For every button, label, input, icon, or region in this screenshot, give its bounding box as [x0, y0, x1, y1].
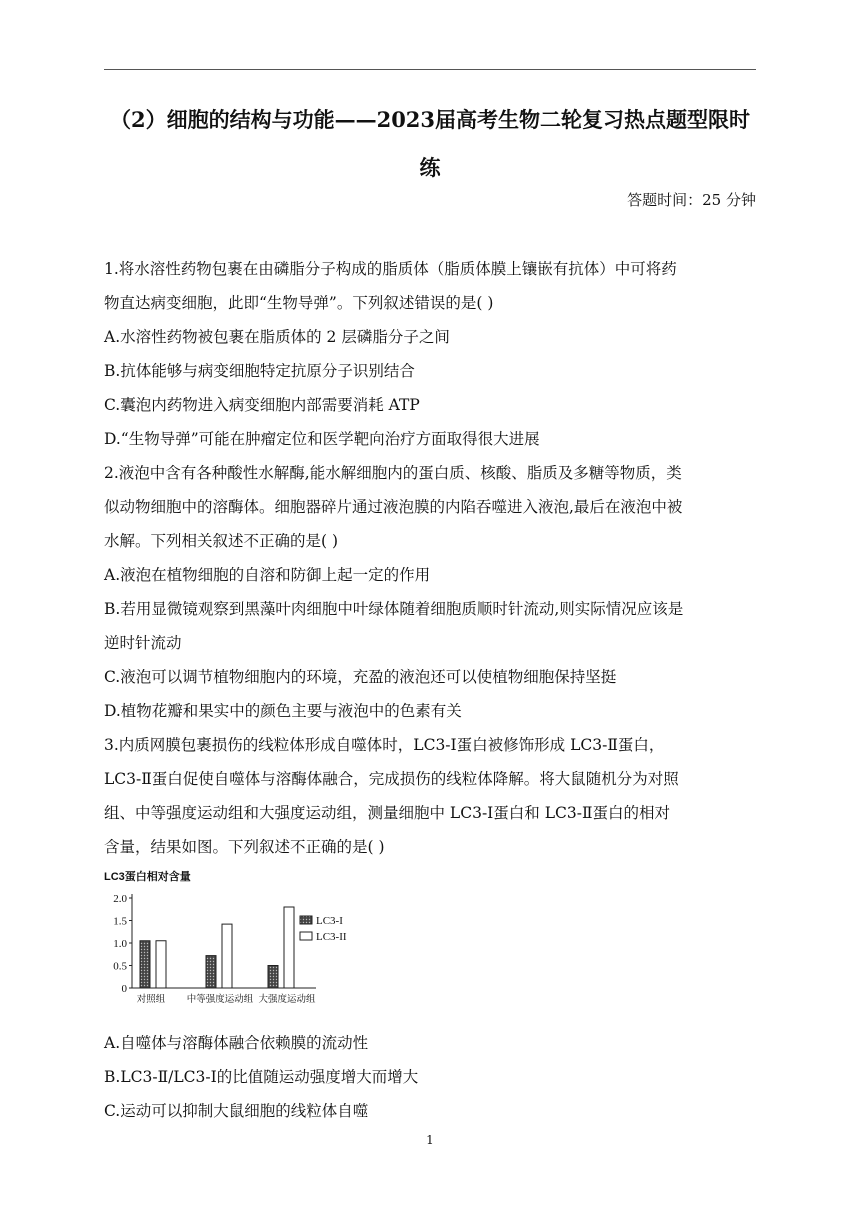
- y-axis-label: LC3蛋白相对含量: [104, 871, 191, 883]
- legend-swatch-lc3-ii: [300, 932, 312, 940]
- chart-legend: [300, 915, 347, 943]
- title-line-2: 练: [419, 155, 441, 180]
- bar-lc3-ii: [222, 924, 232, 988]
- bar-lc3-ii: [284, 907, 294, 988]
- bar-lc3-i: [140, 941, 150, 988]
- question-stem-line: 3.内质网膜包裹损伤的线粒体形成自噬体时，LC3-Ⅰ蛋白被修饰形成 LC3-Ⅱ蛋白，: [104, 736, 665, 754]
- question-stem-line: 组、中等强度运动组和大强度运动组，测量细胞中 LC3-Ⅰ蛋白和 LC3-Ⅱ蛋白的相对: [104, 804, 671, 822]
- option-a: A.自噬体与溶酶体融合依赖膜的流动性: [104, 1034, 369, 1052]
- question-2: [104, 456, 758, 728]
- y-tick-label: 0: [121, 983, 127, 995]
- question-stem-line: LC3-Ⅱ蛋白促使自噬体与溶酶体融合，完成损伤的线粒体降解。将大鼠随机分为对照: [104, 770, 679, 788]
- bar-lc3-i: [268, 966, 278, 989]
- option-c: C.液泡可以调节植物细胞内的环境，充盈的液泡还可以使植物细胞保持坚挺: [104, 668, 617, 686]
- question-stem-line: 水解。下列相关叙述不正确的是( ): [104, 532, 339, 550]
- chart-bars: [140, 907, 294, 988]
- x-tick-label: 大强度运动组: [258, 994, 316, 1005]
- page-title: [104, 96, 756, 192]
- lc3-chart: [104, 864, 758, 1026]
- y-tick-label: 2.0: [113, 893, 127, 905]
- option-a: A.水溶性药物被包裹在脂质体的 2 层磷脂分子之间: [104, 328, 450, 346]
- question-3: [104, 728, 758, 1128]
- question-list: [104, 252, 758, 1128]
- x-tick-label: 中等强度运动组: [186, 994, 254, 1005]
- question-stem-line: 物直达病变细胞，此即“生物导弹”。下列叙述错误的是( ): [104, 294, 494, 312]
- option-b: B.抗体能够与病变细胞特定抗原分子识别结合: [104, 362, 415, 380]
- legend-label: LC3-II: [316, 931, 347, 943]
- answer-time: 答题时间：25 分钟: [627, 191, 756, 209]
- title-line-1: （2）细胞的结构与功能——2023届高考生物二轮复习热点题型限时: [109, 107, 751, 132]
- question-stem-line: 2.液泡中含有各种酸性水解酶,能水解细胞内的蛋白质、核酸、脂质及多糖等物质，类: [104, 464, 682, 482]
- lc3-bar-chart: [104, 870, 364, 1010]
- header-rule: [104, 69, 756, 70]
- x-tick-label: 对照组: [136, 994, 166, 1005]
- option-b-continued: 逆时针流动: [104, 634, 182, 652]
- x-tick-labels: [137, 993, 316, 1005]
- legend-swatch-lc3-i: [300, 916, 312, 924]
- option-d: D.“生物导弹”可能在肿瘤定位和医学靶向治疗方面取得很大进展: [104, 430, 540, 448]
- bar-lc3-i: [206, 956, 216, 988]
- y-tick-label: 1.0: [113, 938, 127, 950]
- option-b: B.LC3-Ⅱ/LC3-Ⅰ的比值随运动强度增大而增大: [104, 1068, 419, 1086]
- question-1: [104, 252, 758, 456]
- question-stem-line: 含量，结果如图。下列叙述不正确的是( ): [104, 838, 385, 856]
- option-d: D.植物花瓣和果实中的颜色主要与液泡中的色素有关: [104, 702, 462, 720]
- page-number: 1: [426, 1133, 434, 1147]
- option-b: B.若用显微镜观察到黑藻叶肉细胞中叶绿体随着细胞质顺时针流动,则实际情况应该是: [104, 600, 684, 618]
- question-stem-line: 1.将水溶性药物包裹在由磷脂分子构成的脂质体（脂质体膜上镶嵌有抗体）中可将药: [104, 260, 677, 278]
- option-c: C.囊泡内药物进入病变细胞内部需要消耗 ATP: [104, 396, 420, 414]
- option-c: C.运动可以抑制大鼠细胞的线粒体自噬: [104, 1102, 369, 1120]
- option-a: A.液泡在植物细胞的自溶和防御上起一定的作用: [104, 566, 431, 584]
- bar-lc3-ii: [156, 941, 166, 988]
- legend-label: LC3-I: [316, 915, 343, 927]
- question-stem-line: 似动物细胞中的溶酶体。细胞器碎片通过液泡膜的内陷吞噬进入液泡,最后在液泡中被: [104, 498, 683, 516]
- y-tick-label: 1.5: [113, 915, 127, 928]
- y-tick-label: 0.5: [113, 960, 127, 973]
- y-ticks: [113, 893, 132, 995]
